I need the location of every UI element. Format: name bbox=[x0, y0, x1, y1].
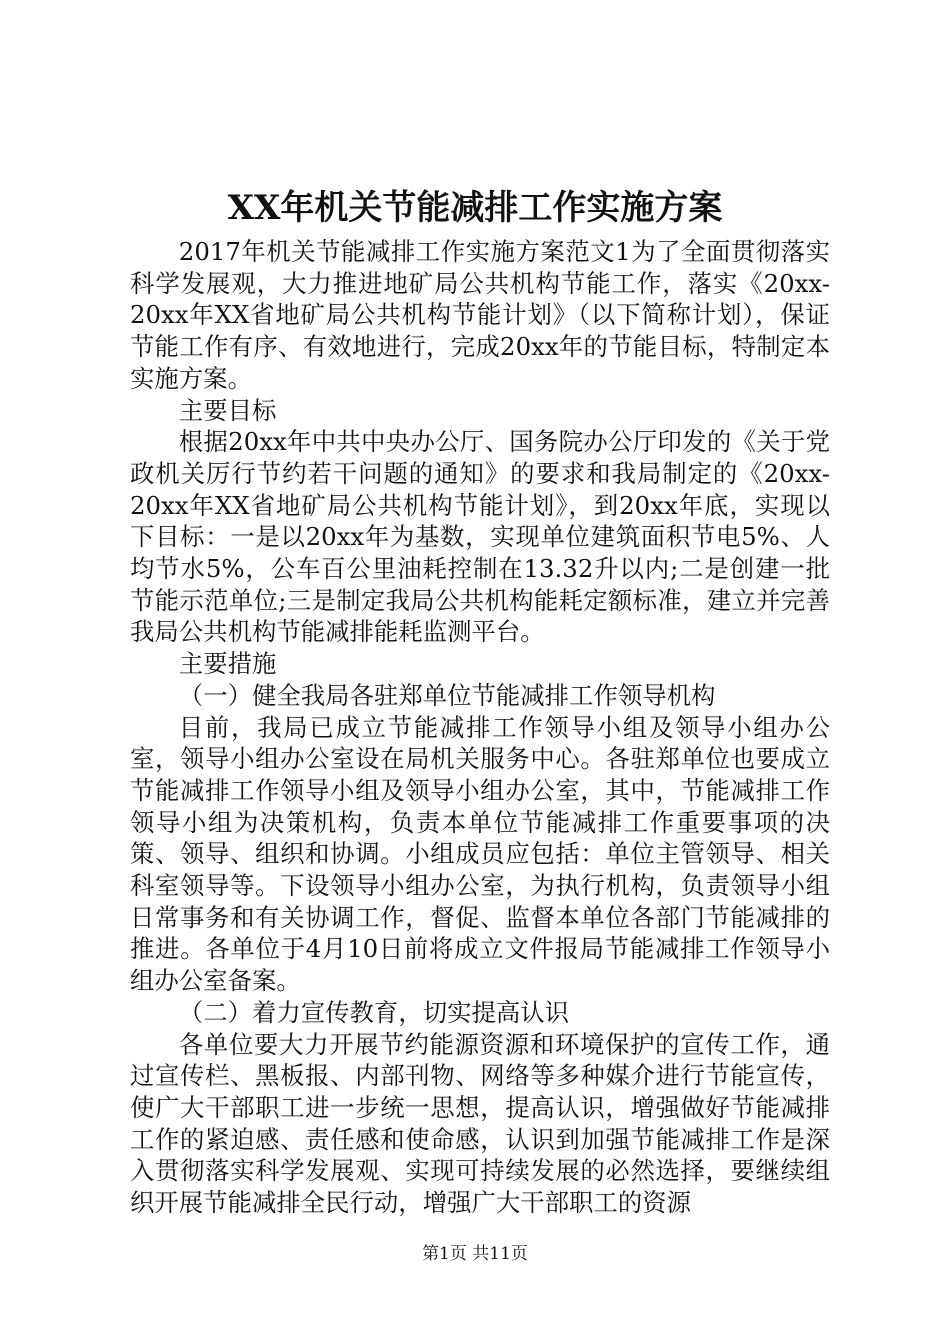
section-heading-goals: 主要目标 bbox=[178, 395, 277, 425]
subsection-heading-1: （一）健全我局各驻郑单位节能减排工作领导机构 bbox=[178, 680, 716, 710]
measure-1-paragraph: 目前，我局已成立节能减排工作领导小组及领导小组办公室，领导小组办公室设在局机关服务中心。各驻郑单位也要成立节能减排工作领导小组及领导小组办公室，其中，节能减排工作领导小组为决策机构，负责本单位节能减排工作重要事项的决策、领导、组织和协调。小组成员应包括：单位主管领导、相关科室领导等。下设领导小组办公室，为执行机构，负责领导小组日常事务和有关协调工作，督促、监督本单位各部门节能减排的推进。各单位于4月10日前将成立文件报局节能减排工作领导小组办公室备案。 bbox=[130, 712, 830, 996]
intro-paragraph: 2017年机关节能减排工作实施方案范文1为了全面贯彻落实科学发展观，大力推进地矿局公共机构节能工作，落实《20xx-20xx年XX省地矿局公共机构节能计划》（以下简称计划），保证节能工作有序、有效地进行，完成20xx年的节能目标，特制定本实施方案。 bbox=[130, 237, 830, 393]
document-body bbox=[130, 236, 830, 1219]
subsection-heading-2: （二）着力宣传教育，切实提高认识 bbox=[178, 997, 570, 1027]
section-heading-measures: 主要措施 bbox=[178, 649, 277, 679]
measure-2-paragraph: 各单位要大力开展节约能源资源和环境保护的宣传工作，通过宣传栏、黑板报、内部刊物、网络等多种媒介进行节能宣传，使广大干部职工进一步统一思想，提高认识，增强做好节能减排工作的紧迫感、责任感和使命感，认识到加强节能减排工作是深入贯彻落实科学发展观、实现可持续发展的必然选择，要继续组织开展节能减排全民行动，增强广大干部职工的资源 bbox=[130, 1029, 830, 1218]
document-title: XX年机关节能减排工作实施方案 bbox=[227, 188, 723, 228]
page-number-footer: 第1页 共11页 bbox=[422, 1244, 528, 1264]
goals-paragraph: 根据20xx年中共中央办公厅、国务院办公厅印发的《关于党政机关厉行节约若干问题的通知》的要求和我局制定的《20xx-20xx年XX省地矿局公共机构节能计划》，到20xx年底，实现以下目标：一是以20xx年为基数，实现单位建筑面积节电5%、人均节水5%，公车百公里油耗控制在13.32升以内;二是创建一批节能示范单位;三是制定我局公共机构能耗定额标准，建立并完善我局公共机构节能减排能耗监测平台。 bbox=[130, 427, 830, 647]
